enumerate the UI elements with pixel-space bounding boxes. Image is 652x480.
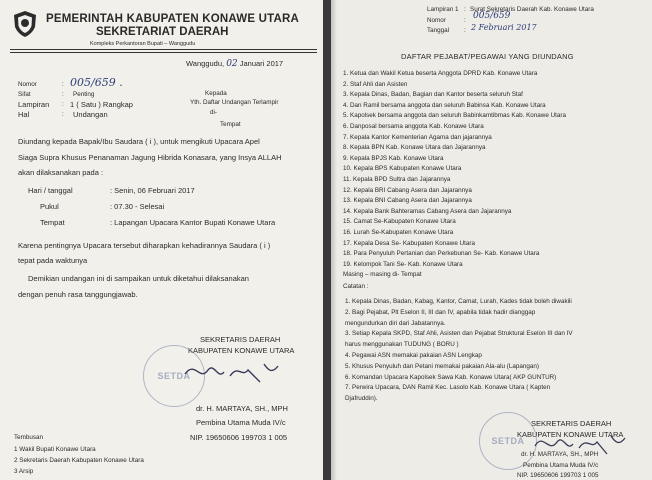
catatan-label: Catatan :: [343, 283, 369, 290]
stamp-text: SETDA: [491, 436, 525, 446]
colon: :: [62, 91, 64, 98]
colon: :: [62, 111, 64, 118]
tanggal-label: Tanggal: [427, 27, 450, 34]
signatory-name: dr. H. MARTAYA, SH., MPH: [521, 451, 599, 458]
invitee-list-item: 5. Kapolsek bersama anggota dan seluruh Babinkamtibmas Kab. Konawe Utara: [343, 112, 566, 120]
letterhead-address: Kompleks Perkantoran Bupati – Wanggudu: [90, 41, 196, 47]
colon: :: [62, 81, 64, 88]
body-line: akan dilaksanakan pada :: [18, 168, 104, 177]
stamp-text: SETDA: [157, 371, 191, 381]
hal-value: Undangan: [73, 110, 108, 119]
body-line: Karena pentingnya Upacara tersebut diharapkan kehadirannya Saudara ( i ): [18, 241, 271, 250]
recipient-tempat: Tempat: [220, 121, 241, 128]
signatory-name: dr. H. MARTAYA, SH., MPH: [196, 404, 288, 413]
note-item: 7. Perwira Upacara, DAN Ramil Kec. Lasolo Kab. Konawe Utara ( Kapten: [345, 384, 551, 392]
signatory-rank: Pembina Utama Muda IV/c: [523, 462, 599, 469]
invitee-list-item: 10. Kepala BPS Kabupaten Konawe Utara: [343, 165, 462, 173]
sifat-value: Penting: [73, 91, 95, 98]
letterhead-rule-thin: [10, 52, 317, 53]
invitee-list-item: 17. Kepala Desa Se- Kabupaten Konawe Utara: [343, 239, 475, 247]
hari-label: Hari / tanggal: [28, 186, 73, 195]
note-item: 1. Kepala Dinas, Badan, Kabag, Kantor, Camat, Lurah, Kades tidak boleh diwakili: [345, 298, 572, 305]
nomor-value: 005/659 .: [70, 76, 123, 89]
invitee-list-item: 8. Kepala BPN Kab. Konawe Utara dan Jajarannya: [343, 144, 486, 152]
tembusan-item: 1 Wakil Bupati Konawe Utara: [14, 446, 96, 453]
date-day: 02: [226, 59, 238, 69]
page-shadow: [331, 0, 337, 480]
invitee-list-item: 19. Kelompok Tani Se- Kab. Konawe Utara: [343, 260, 463, 268]
list-title: DAFTAR PEJABAT/PEGAWAI YANG DIUNDANG: [401, 52, 574, 61]
lampiran-label: Lampiran: [18, 100, 50, 109]
colon: :: [62, 101, 64, 108]
attachment-page: [331, 0, 652, 480]
note-item: 2. Bagi Pejabat, Plt Eselon II, III dan IV, apabila tidak hadir dianggap: [345, 308, 536, 316]
letterhead-line1: PEMERINTAH KABUPATEN KONAWE UTARA: [46, 13, 299, 25]
letter-date: [186, 59, 283, 69]
invitee-list-item: 9. Kepala BPJS Kab. Konawe Utara: [343, 154, 444, 162]
note-item: mengundurkan diri dari Jabatannya.: [345, 319, 446, 327]
signature-title1: SEKRETARIS DAERAH: [531, 419, 612, 428]
sifat-label: Sifat: [18, 91, 31, 98]
colon: :: [464, 27, 466, 34]
letterhead-line2: SEKRETARIAT DAERAH: [96, 26, 229, 38]
invitee-list-item: 6. Danposal bersama anggota Kab. Konawe Utara: [343, 123, 484, 130]
body-line: tepat pada waktunya: [18, 256, 88, 265]
invitee-list-item: 1. Ketua dan Wakil Ketua beserta Anggota DPRD Kab. Konawe Utara: [343, 70, 538, 77]
lampiran-label: Lampiran 1: [427, 6, 459, 13]
kepada-label: Kepada: [205, 90, 227, 97]
invitee-list-item: 14. Kepala Bank Bahteramas Cabang Asera dan Jajarannya: [343, 207, 512, 215]
invitee-list-item: 3. Kepala Dinas, Badan, Bagian dan Kantor beserta seluruh Staf: [343, 91, 523, 99]
tanggal-value: 2 Februari 2017: [471, 23, 537, 32]
place-label: Wanggudu,: [186, 59, 225, 68]
tempat-label: Tempat: [40, 218, 65, 227]
note-item: harus menggunakan TUDUNG ( BORU ): [345, 341, 459, 349]
invitee-list-item: 7. Kepala Kantor Kementerian Agama dan jajarannya: [343, 133, 492, 141]
recipient-line: Yth. Daftar Undangan Terlampir: [190, 99, 279, 106]
invitee-list-item: 16. Lurah Se-Kabupaten Konawe Utara: [343, 229, 454, 236]
invitee-list-item: 18. Para Penyuluh Pertanian dan Perkebunan Se- Kab. Konawe Utara: [343, 250, 540, 258]
note-item: 4. Pegawai ASN memakai pakaian ASN Lengkap: [345, 352, 482, 359]
signatory-nip: NIP. 19650606 199703 1 005: [190, 433, 288, 442]
lampiran-value: Surat Sekretaris Daerah Kab. Konawe Utara: [470, 6, 594, 13]
body-line: Diundang kepada Bapak/Ibu Saudara ( i ), untuk mengikuti Upacara Apel: [18, 137, 260, 146]
note-item: 3. Setiap Kepala SKPD, Staf Ahli, Asisten dan Pejabat Struktural Eselon III dan IV: [345, 330, 573, 338]
recipient-di: di-: [210, 109, 217, 116]
colon: :: [464, 17, 466, 24]
invitee-list-item: Masing – masing di- Tempat: [343, 271, 422, 279]
invitee-list-item: 2. Staf Ahli dan Asisten: [343, 80, 408, 88]
invitee-list-item: 15. Camat Se-Kabupaten Konawe Utara: [343, 218, 456, 226]
signatory-nip: NIP. 19650606 199703 1 005: [517, 472, 599, 479]
note-item: Djafruddin).: [345, 395, 378, 403]
nomor-label: Nomor: [18, 81, 37, 88]
regency-emblem-icon: [12, 10, 38, 38]
invitee-list-item: 4. Dan Ramil bersama anggota dan seluruh Babinsa Kab. Konawe Utara: [343, 101, 546, 109]
nomor-label: Nomor: [427, 17, 446, 24]
note-item: 5. Khusus Penyuluh dan Petani memakai pakaian Ala-alu (Lapangan): [345, 362, 539, 370]
note-item: 6. Komandan Upacara Kapolsek Sawa Kab. Konawe Utara( AKP GUNTUR): [345, 373, 557, 381]
letterhead-rule: [10, 49, 317, 50]
invitee-list-item: 11. Kepala BPD Sultra dan Jajarannya: [343, 176, 451, 183]
signatory-rank: Pembina Utama Muda IV/c: [196, 418, 286, 427]
signature-title1: SEKRETARIS DAERAH: [200, 335, 281, 344]
signature-title2: KABUPATEN KONAWE UTARA: [188, 346, 295, 355]
invitee-list-item: 12. Kepala BRI Cabang Asera dan Jajarannya: [343, 186, 472, 194]
body-line: Demikian undangan ini di sampaikan untuk diketahui dilaksanakan: [28, 274, 249, 283]
signature-title2: KABUPATEN KONAWE UTARA: [517, 430, 624, 439]
tembusan-item: 2 Sekretaris Daerah Kabupaten Konawe Utara: [14, 457, 144, 464]
pukul-label: Pukul: [40, 202, 59, 211]
date-month-year: Januari 2017: [239, 59, 284, 68]
pukul-value: : 07.30 - Selesai: [110, 202, 165, 211]
body-line: Siaga Supra Khusus Penanaman Jagung Hibrida Konasara, yang Insya ALLAH: [18, 153, 282, 162]
nomor-value: 005/659: [473, 11, 511, 21]
invitation-letter-page: [0, 0, 323, 480]
invitee-list-item: 13. Kepala BNI Cabang Asera dan Jajarannya: [343, 197, 472, 205]
handwritten-signature: [180, 352, 290, 392]
hal-label: Hal: [18, 110, 30, 119]
body-line: dengan penuh rasa tanggungjawab.: [18, 290, 138, 299]
tempat-value: : Lapangan Upacara Kantor Bupati Konawe Utara: [110, 218, 276, 227]
tembusan-item: 3 Arsip: [14, 468, 34, 475]
lampiran-value: 1 ( Satu ) Rangkap: [70, 100, 133, 109]
colon: :: [464, 6, 466, 13]
tembusan-label: Tembusan: [14, 434, 44, 441]
hari-value: : Senin, 06 Februari 2017: [110, 186, 195, 195]
